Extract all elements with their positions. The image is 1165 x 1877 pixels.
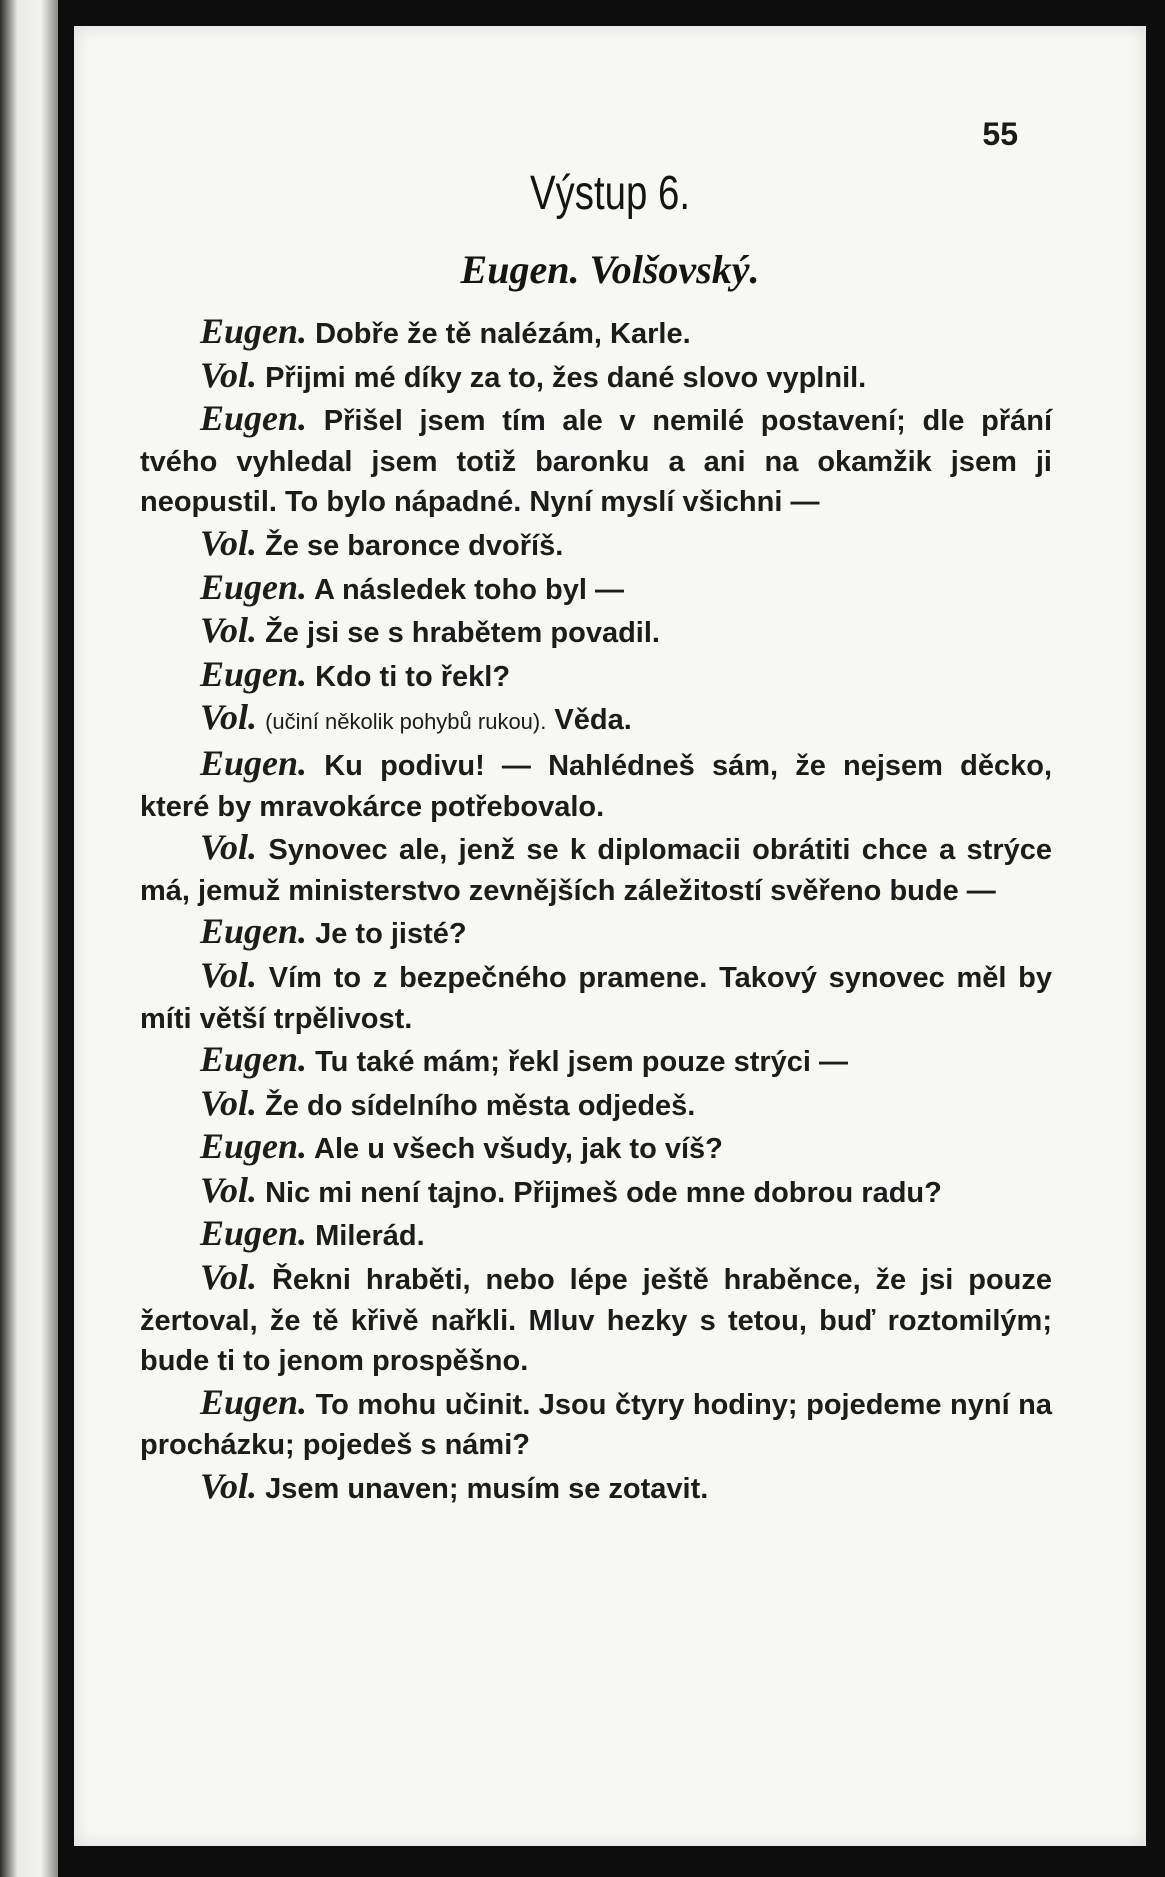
line-text: Ale u všech všudy, jak to víš?: [314, 1133, 723, 1166]
speaker-name: Vol.: [200, 827, 258, 868]
line-text: Že jsi se s hrabětem povadil.: [265, 617, 660, 650]
line-text: Přišel jsem tím ale v nemilé postavení; dle přání tvého vyhledal jsem totiž baronku a ani na okamžik jsem ji neopustil. To bylo nápadné. Nyní myslí všichni —: [140, 405, 1053, 519]
speaker-name: Eugen.: [200, 1126, 308, 1167]
dialogue-line: [140, 1257, 1052, 1382]
line-text: A následek toho byl —: [314, 573, 624, 606]
dialogue-line: [140, 955, 1052, 1039]
line-text: Ku podivu! — Nahlédneš sám, že nejsem děcko, které by mravokárce potřebovalo.: [140, 749, 1052, 823]
speaker-name: Vol.: [200, 354, 258, 395]
line-text: Přijmi mé díky za to, žes dané slovo vyplnil.: [265, 361, 867, 394]
speaker-name: Eugen.: [200, 742, 308, 783]
speaker-name: Eugen.: [200, 1039, 308, 1080]
dialogue-line: [140, 610, 1052, 654]
dialogue-block: [140, 311, 1052, 1510]
dialogue-line: [140, 1466, 1052, 1510]
line-text: Že do sídelního města odjedeš.: [265, 1089, 696, 1122]
dialogue-line: [140, 911, 1052, 955]
speaker-name: Vol.: [200, 522, 258, 563]
line-text: Řekni hraběti, nebo lépe ještě hraběnce, že jsi pouze žertoval, že tě křivě nařkli. Mluv hezky s tetou, buď roztomilým; bude ti to jenom prospěšno.: [140, 1264, 1052, 1378]
speaker-name: Eugen.: [200, 911, 308, 952]
line-text: Dobře že tě nalézám, Karle.: [315, 318, 691, 350]
dialogue-line: [140, 743, 1052, 827]
speaker-name: Vol.: [200, 1082, 258, 1123]
speaker-name: Vol.: [200, 610, 258, 651]
dialogue-line: [140, 1083, 1052, 1127]
dialogue-line: [140, 1039, 1052, 1083]
line-text: To mohu učinit. Jsou čtyry hodiny; pojedeme nyní na procházku; pojedeš s námi?: [140, 1388, 1053, 1462]
line-text: Věda.: [554, 704, 632, 737]
line-text: Milerád.: [315, 1220, 425, 1253]
dialogue-line: [140, 355, 1052, 399]
adjacent-page-edge: [0, 0, 58, 1877]
line-text: Vím to z bezpečného pramene. Takový synovec měl by míti větší trpělivost.: [140, 961, 1052, 1035]
dialogue-line: [140, 1382, 1052, 1466]
dialogue-line: [140, 523, 1052, 567]
line-text: Synovec ale, jenž se k diplomacii obrátiti chce a strýce má, jemuž ministerstvo zevnějších záležitostí svěřeno bude —: [140, 834, 1053, 907]
speaker-name: Eugen.: [200, 1213, 308, 1254]
dialogue-line: [140, 654, 1052, 698]
speaker-name: Eugen.: [200, 311, 308, 351]
dialogue-line: [140, 1213, 1052, 1257]
speaker-name: Vol.: [200, 697, 258, 738]
speaker-name: Vol.: [200, 1257, 258, 1298]
dialogue-line: [140, 1170, 1052, 1214]
line-text: Tu také mám; řekl jsem pouze strýci —: [315, 1046, 849, 1079]
dialogue-line: [140, 827, 1052, 911]
scene-title: Výstup 6.: [529, 167, 691, 220]
line-text: Jsem unaven; musím se zotavit.: [265, 1473, 709, 1506]
book-page: [74, 26, 1146, 1846]
speaker-name: Eugen.: [200, 566, 308, 607]
page-number: 55: [982, 116, 1018, 152]
scene-characters: Eugen. Volšovský.: [460, 247, 760, 292]
line-text: Kdo ti to řekl?: [315, 660, 511, 693]
dialogue-line: [140, 311, 1052, 355]
dialogue-line: [140, 398, 1052, 523]
speaker-name: Vol.: [200, 1169, 258, 1210]
line-text: Je to jisté?: [315, 918, 467, 951]
line-text: Že se baronce dvoříš.: [265, 529, 564, 562]
speaker-name: Vol.: [200, 954, 258, 995]
dialogue-line: [140, 567, 1052, 611]
speaker-name: Vol.: [200, 1466, 258, 1507]
dialogue-line: [140, 697, 1052, 743]
line-text: Nic mi není tajno. Přijmeš ode mne dobrou radu?: [265, 1176, 942, 1209]
speaker-name: Eugen.: [200, 653, 308, 694]
stage-direction: (učiní několik pohybů rukou).: [265, 709, 547, 735]
speaker-name: Eugen.: [200, 398, 308, 439]
speaker-name: Eugen.: [200, 1381, 308, 1422]
dialogue-line: [140, 1126, 1052, 1170]
